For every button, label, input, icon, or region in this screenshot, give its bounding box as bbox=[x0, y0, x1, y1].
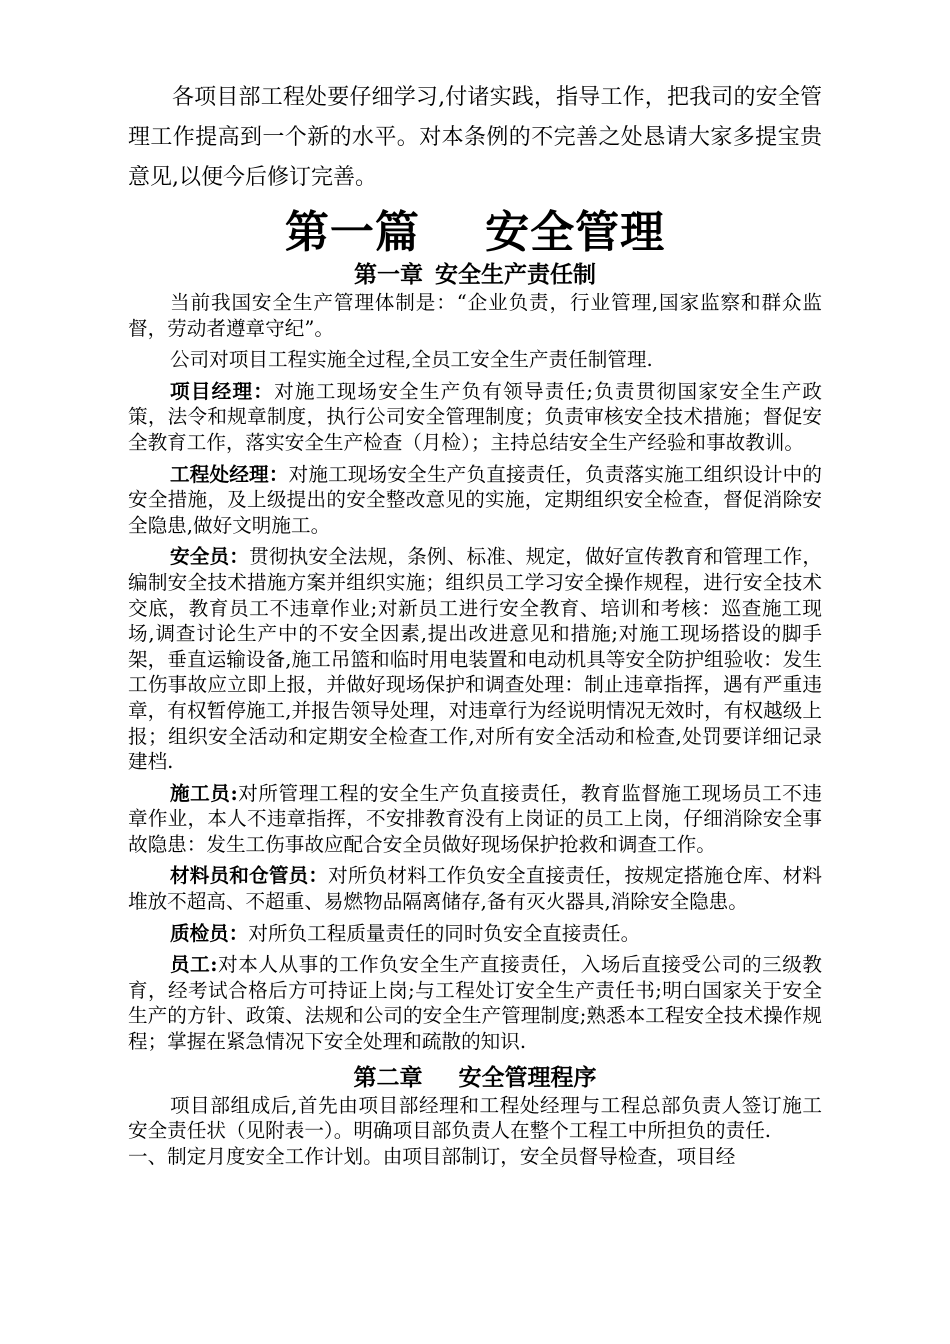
role-text: 贯彻执安全法规，条例、标准、规定，做好宣传教育和管理工作，编制安全技术措施方案并组织实施；组织员工学习安全操作规程，进行安全技术交底，教育员工不违章作业;对新员工进行安全教育、培训和考核：巡查施工现场,调查讨论生产中的不安全因素,提出改进意见和措施;对施工现场搭设的脚手架，垂直运输设备,施工吊篮和临时用电装置和电动机具等安全防护组验收：发生工伤事故应立即上报，并做好现场保护和调查处理：制止违章指挥，遇有严重违章，有权暂停施工,并报告领导处理，对违章行为经说明情况无效时，有权越级上报；组织安全活动和定期安全检查工作,对所有安全活动和检查,处罚要详细记录建档. bbox=[128, 545, 823, 774]
role-material-warehouse bbox=[128, 863, 822, 914]
role-project-manager bbox=[128, 379, 822, 456]
role-label: 质检员： bbox=[170, 921, 249, 945]
role-engineering-manager bbox=[128, 462, 822, 539]
role-text: 对所负工程质量责任的同时负安全直接责任。 bbox=[248, 921, 641, 945]
role-employee bbox=[128, 952, 822, 1054]
chapter1-paragraph-2: 公司对项目工程实施全过程,全员工安全生产责任制管理. bbox=[170, 348, 653, 372]
role-label: 安全员： bbox=[170, 545, 250, 569]
chapter1-name: 安全生产责任制 bbox=[435, 261, 596, 288]
chapter2-paragraph-1: 项目部组成后,首先由项目部经理和工程处经理与工程总部负责人签订施工安全责任状（见附表一）。明确项目部负责人在整个工程工中所担负的责任. bbox=[128, 1093, 822, 1143]
role-label: 员工: bbox=[170, 953, 218, 977]
role-text: 对施工现场安全生产负有领导责任;负责贯彻国家安全生产政策，法令和规章制度，执行公司安全管理制度；负责审核安全技术措施；督促安全教育工作，落实安全生产检查（月检）；主持总结安全生产经验和事故教训。 bbox=[128, 379, 823, 454]
chapter2-title bbox=[128, 1063, 822, 1093]
role-label: 材料员和仓管员： bbox=[170, 864, 329, 888]
chapter1-number: 第一章 bbox=[354, 261, 423, 288]
chapter1-title bbox=[128, 260, 822, 290]
role-label: 施工员: bbox=[170, 781, 238, 805]
chapter1-paragraph-1: 当前我国安全生产管理体制是：“企业负责，行业管理,国家监察和群众监督，劳动者遵章守纪”。 bbox=[128, 291, 822, 340]
role-construction-officer bbox=[128, 781, 822, 858]
role-safety-officer bbox=[128, 544, 822, 774]
part-title: 第一篇 安全管理 bbox=[284, 207, 666, 258]
chapter2-paragraph-2: 一、制定月度安全工作计划。由项目部制订，安全员督导检查，项目经 bbox=[128, 1144, 736, 1168]
role-quality-inspector bbox=[128, 921, 822, 947]
role-label: 工程处经理： bbox=[170, 462, 289, 486]
role-text: 对所管理工程的安全生产负直接责任，教育监督施工现场员工不违章作业，本人不违章指挥，不安排教育没有上岗证的员工上岗，仔细消除安全事故隐患：发生工伤事故应配合安全员做好现场保护抢救和调查工作。 bbox=[128, 781, 823, 856]
role-text: 对施工现场安全生产负直接责任，负责落实施工组织设计中的安全措施，及上级提出的安全整改意见的实施，定期组织安全检查，督促消除安全隐患,做好文明施工。 bbox=[128, 462, 823, 537]
chapter2-body bbox=[128, 1093, 822, 1170]
role-label: 项目经理： bbox=[170, 379, 275, 403]
intro-paragraph: 各项目部工程处要仔细学习,付诸实践，指导工作，把我司的安全管理工作提高到一个新的水平。对本条例的不完善之处恳请大家多提宝贵意见,以便今后修订完善。 bbox=[128, 85, 822, 190]
chapter1-body bbox=[128, 290, 822, 1055]
chapter2-number: 第二章 bbox=[353, 1063, 423, 1091]
role-text: 对所负材料工作负安全直接责任，按规定搭施仓库、材料堆放不超高、不超重、易燃物品隔离储存,备有灭火器具,消除安全隐患。 bbox=[128, 864, 823, 914]
chapter2-name: 安全管理程序 bbox=[458, 1063, 597, 1091]
role-text: 对本人从事的工作负安全生产直接责任，入场后直接受公司的三级教育，经考试合格后方可持证上岗;与工程处订安全生产责任书;明白国家关于安全生产的方针、政策、法规和公司的安全生产管理制度;熟悉本工程安全技术操作规程；掌握在紧急情况下安全处理和疏散的知识. bbox=[128, 953, 822, 1054]
intro-section bbox=[128, 78, 822, 198]
